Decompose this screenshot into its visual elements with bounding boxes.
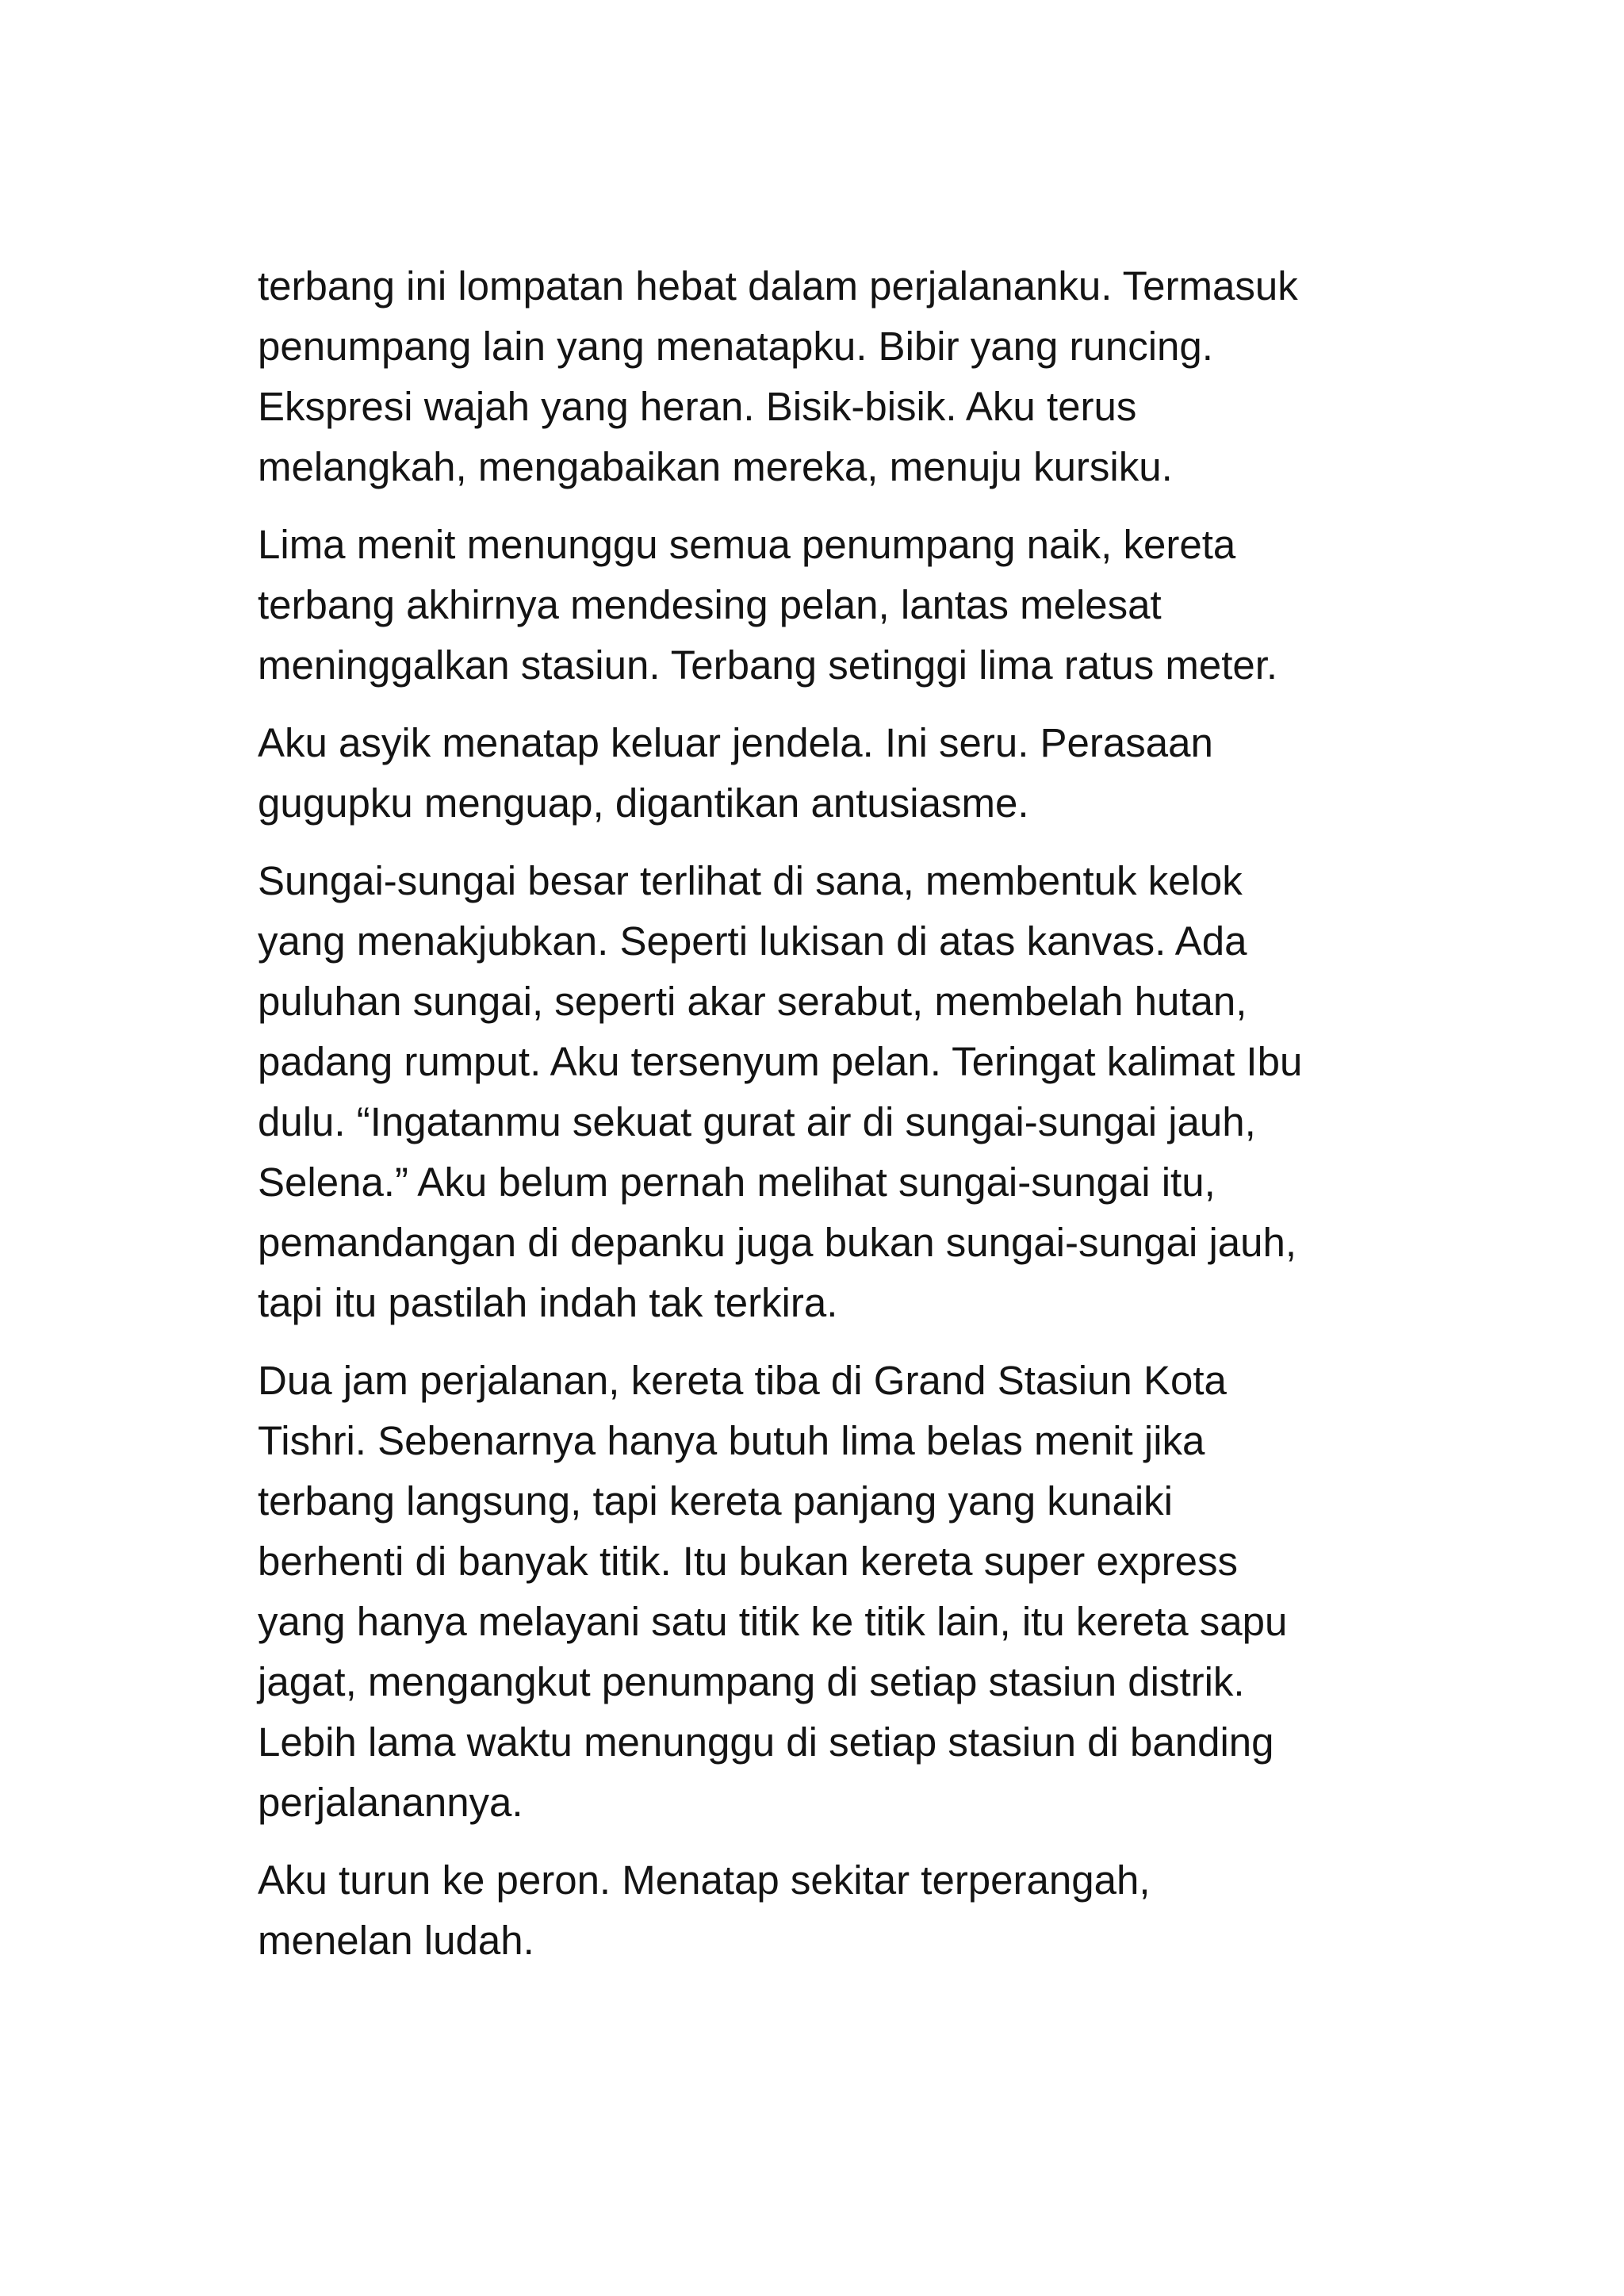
- text-line: Lima menit menunggu semua penumpang naik, kereta: [258, 522, 1236, 567]
- paragraph: [258, 851, 1400, 1333]
- text-line: terbang ini lompatan hebat dalam perjalananku. Termasuk: [258, 263, 1298, 309]
- text-line: Lebih lama waktu menunggu di setiap stasiun di banding: [258, 1719, 1274, 1765]
- text-line: penumpang lain yang menatapku. Bibir yang runcing.: [258, 324, 1213, 369]
- text-line: terbang langsung, tapi kereta panjang yang kunaiki: [258, 1478, 1173, 1524]
- text-line: terbang akhirnya mendesing pelan, lantas melesat: [258, 582, 1162, 627]
- text-line: dulu. “Ingatanmu sekuat gurat air di sungai-sungai jauh,: [258, 1099, 1256, 1144]
- text-line: perjalanannya.: [258, 1780, 523, 1825]
- text-line: Sungai-sungai besar terlihat di sana, membentuk kelok: [258, 858, 1243, 903]
- text-line: meninggalkan stasiun. Terbang setinggi lima ratus meter.: [258, 642, 1278, 688]
- text-line: puluhan sungai, seperti akar serabut, membelah hutan,: [258, 979, 1247, 1024]
- paragraph: [258, 515, 1400, 696]
- text-line: yang hanya melayani satu titik ke titik lain, itu kereta sapu: [258, 1599, 1288, 1644]
- text-line: tapi itu pastilah indah tak terkira.: [258, 1280, 838, 1325]
- text-line: gugupku menguap, digantikan antusiasme.: [258, 780, 1029, 826]
- text-line: jagat, mengangkut penumpang di setiap stasiun distrik.: [258, 1659, 1245, 1704]
- text-line: Tishri. Sebenarnya hanya butuh lima belas menit jika: [258, 1418, 1205, 1463]
- text-line: pemandangan di depanku juga bukan sungai-sungai jauh,: [258, 1220, 1297, 1265]
- text-line: Selena.” Aku belum pernah melihat sungai-sungai itu,: [258, 1159, 1216, 1205]
- text-line: Ekspresi wajah yang heran. Bisik-bisik. Aku terus: [258, 384, 1137, 429]
- text-line: Dua jam perjalanan, kereta tiba di Grand Stasiun Kota: [258, 1358, 1227, 1403]
- text-line: padang rumput. Aku tersenyum pelan. Teringat kalimat Ibu: [258, 1039, 1303, 1084]
- text-line: Aku turun ke peron. Menatap sekitar terperangah,: [258, 1857, 1151, 1903]
- paragraph: [258, 256, 1400, 497]
- body-text: [258, 256, 1400, 1988]
- text-line: melangkah, mengabaikan mereka, menuju kursiku.: [258, 444, 1173, 489]
- text-line: yang menakjubkan. Seperti lukisan di atas kanvas. Ada: [258, 918, 1247, 964]
- text-line: Aku asyik menatap keluar jendela. Ini seru. Perasaan: [258, 720, 1213, 765]
- paragraph: [258, 713, 1400, 834]
- text-line: berhenti di banyak titik. Itu bukan kereta super express: [258, 1539, 1239, 1584]
- paragraph: [258, 1850, 1400, 1971]
- paragraph: [258, 1351, 1400, 1833]
- text-line: menelan ludah.: [258, 1918, 534, 1963]
